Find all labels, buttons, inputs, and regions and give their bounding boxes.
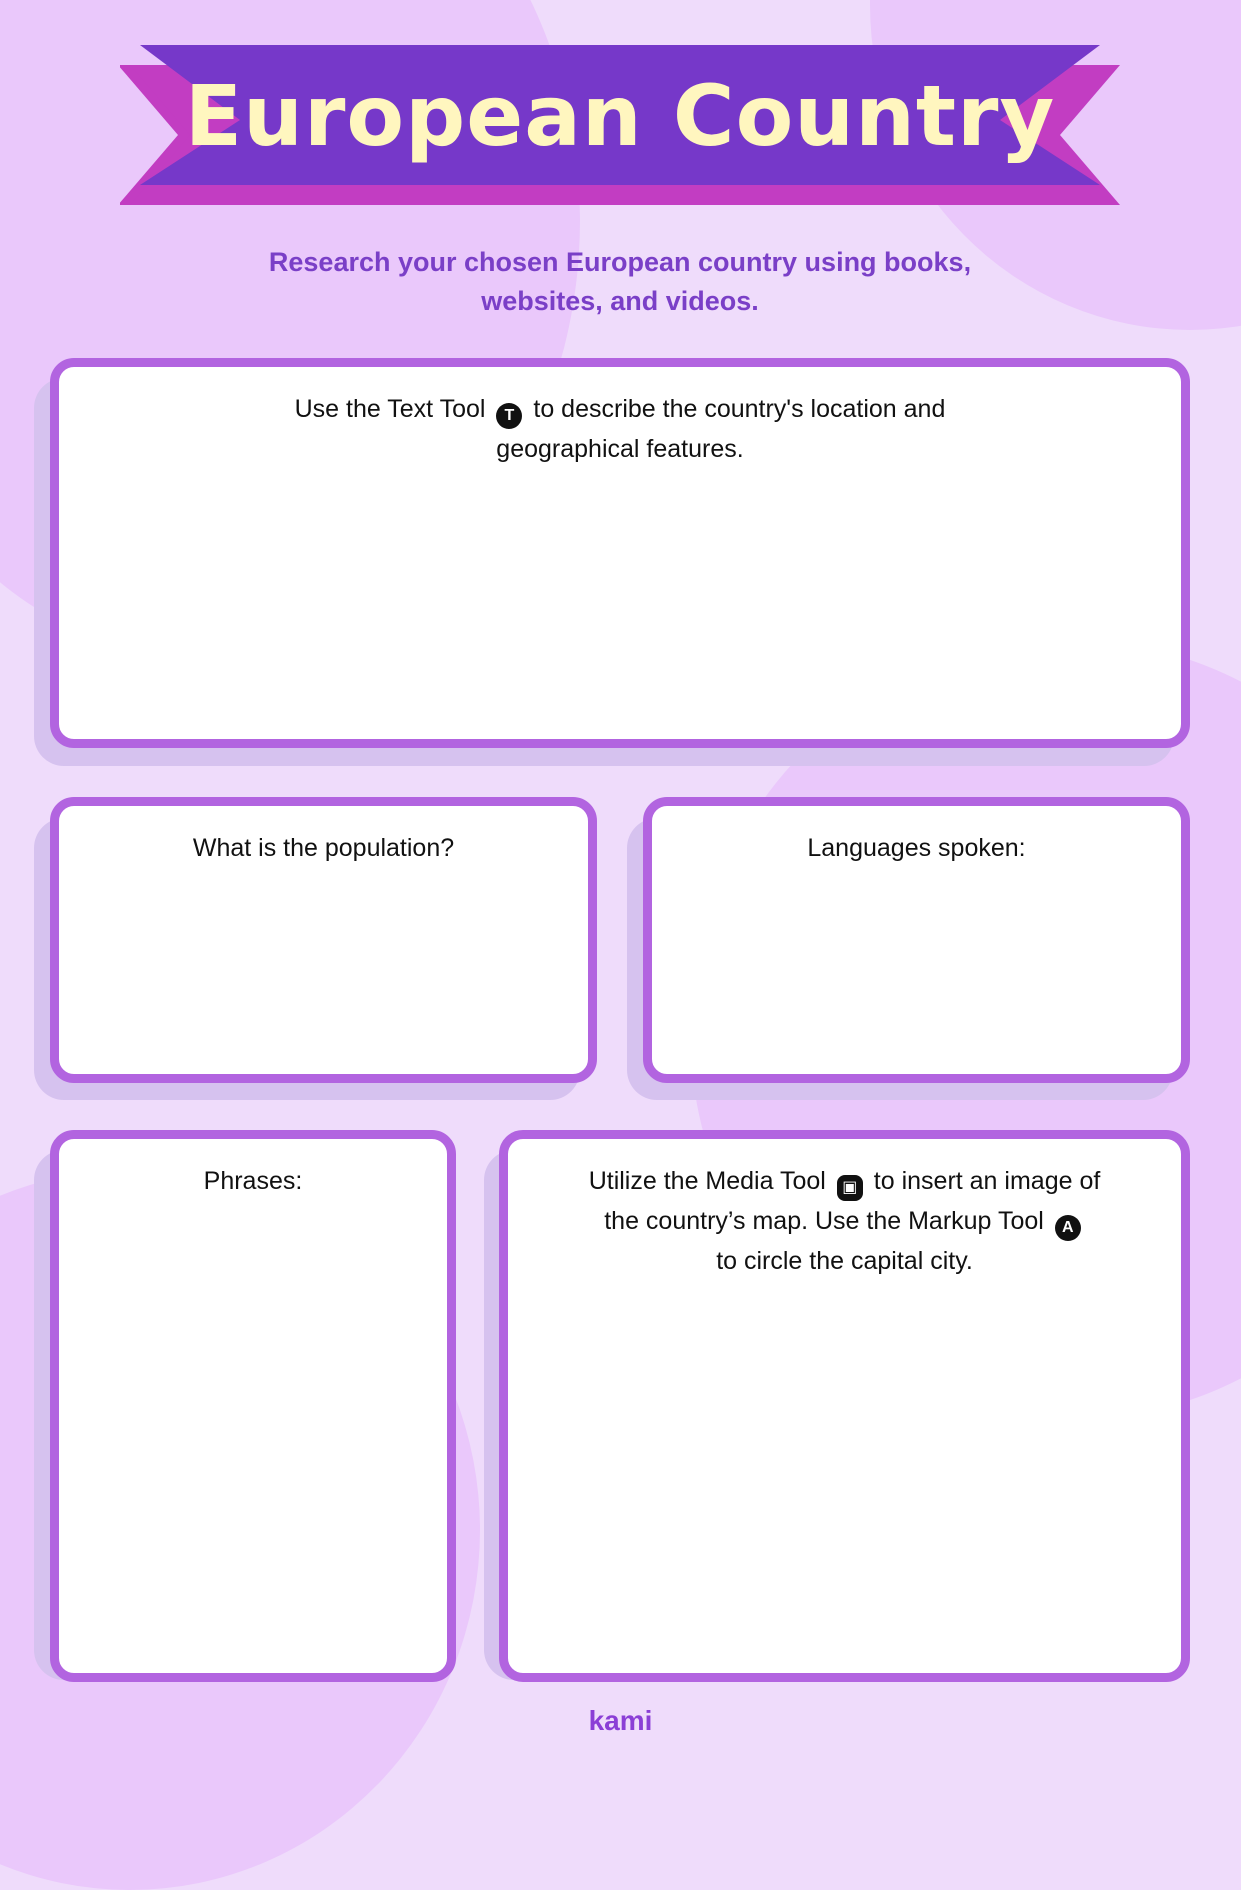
markup-tool-icon: A <box>1055 1215 1081 1241</box>
languages-answer-box[interactable] <box>643 797 1190 1083</box>
prompt-text: to insert an image of <box>873 1167 1101 1195</box>
map-answer-box[interactable] <box>499 1130 1190 1682</box>
text-tool-icon: T <box>496 403 522 429</box>
population-prompt: What is the population? <box>192 834 455 862</box>
instructions-subtitle <box>200 243 1040 321</box>
page-title: European Country <box>184 67 1056 165</box>
phrases-prompt: Phrases: <box>203 1167 303 1195</box>
media-tool-icon: ▣ <box>837 1175 863 1201</box>
subtitle-line: Research your chosen European country using books, <box>268 247 972 277</box>
prompt-text: the country’s map. Use the Markup Tool <box>604 1207 1044 1235</box>
location-prompt <box>59 389 1181 469</box>
prompt-text: Use the Text Tool <box>294 395 486 423</box>
prompt-text: to circle the capital city. <box>716 1247 973 1275</box>
subtitle-line: websites, and videos. <box>481 286 759 316</box>
phrases-answer-box[interactable] <box>50 1130 456 1682</box>
map-prompt <box>508 1161 1181 1281</box>
prompt-text: to describe the country's location and <box>533 395 946 423</box>
kami-logo: kami <box>588 1705 653 1736</box>
title-banner <box>120 45 1120 225</box>
population-answer-box[interactable] <box>50 797 597 1083</box>
prompt-text: Utilize the Media Tool <box>588 1167 826 1195</box>
location-answer-box[interactable] <box>50 358 1190 748</box>
prompt-text: geographical features. <box>496 435 744 463</box>
languages-prompt: Languages spoken: <box>807 834 1026 862</box>
